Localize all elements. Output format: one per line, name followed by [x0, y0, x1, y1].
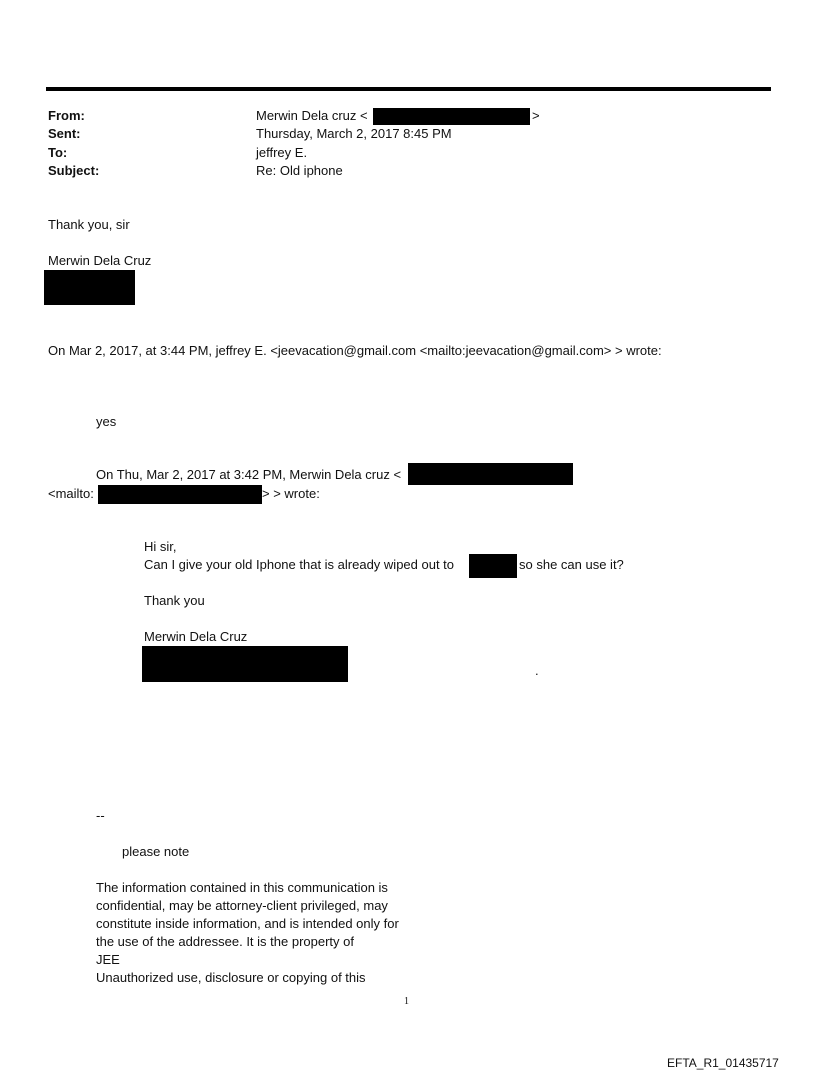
to-label: To:: [48, 145, 68, 160]
sent-label: Sent:: [48, 126, 81, 141]
quote1-attribution: On Mar 2, 2017, at 3:44 PM, jeffrey E. <jeevacation@gmail.com <mailto:jeevacation@gmail.com> > wrote:: [48, 343, 662, 358]
header-rule: [46, 87, 771, 91]
from-value: Merwin Dela cruz <: [256, 108, 368, 123]
quote2-greeting: Hi sir,: [144, 539, 177, 554]
quote2-mailto-prefix: <mailto:: [48, 486, 94, 501]
quote2-question-end: so she can use it?: [519, 557, 624, 572]
redaction-signature-block: [44, 270, 135, 305]
stray-period: .: [535, 663, 539, 678]
reply-signature: Merwin Dela Cruz: [48, 253, 152, 268]
to-value: jeffrey E.: [256, 145, 308, 160]
disclaimer-line: the use of the addressee. It is the property of: [96, 934, 354, 949]
page-number: 1: [404, 996, 409, 1007]
redaction-quote2-mailto: [98, 485, 262, 504]
disclaimer-line: constitute inside information, and is intended only for: [96, 916, 399, 931]
subject-label: Subject:: [48, 163, 100, 178]
quote1-body: yes: [96, 414, 117, 429]
from-close-bracket: >: [532, 108, 540, 123]
disclaimer-line: JEE: [96, 952, 120, 967]
quote2-signature: Merwin Dela Cruz: [144, 629, 248, 644]
redaction-recipient-name: [469, 554, 517, 578]
sent-value: Thursday, March 2, 2017 8:45 PM: [256, 126, 452, 141]
subject-value: Re: Old iphone: [256, 163, 343, 178]
quote2-question-start: Can I give your old Iphone that is already wiped out to: [144, 557, 455, 572]
reply-body: Thank you, sir: [48, 217, 130, 232]
bates-number: EFTA_R1_01435717: [667, 1056, 779, 1070]
redaction-quote2-email: [408, 463, 573, 485]
quote2-attribution: On Thu, Mar 2, 2017 at 3:42 PM, Merwin Dela cruz <: [96, 467, 402, 482]
quote2-thanks: Thank you: [144, 593, 205, 608]
disclaimer-line: Unauthorized use, disclosure or copying of this: [96, 970, 366, 985]
redaction-from-email: [373, 108, 530, 125]
signature-separator: --: [96, 808, 105, 823]
redaction-quote2-signature-block: [142, 646, 348, 682]
from-label: From:: [48, 108, 85, 123]
disclaimer-line: confidential, may be attorney-client privileged, may: [96, 898, 388, 913]
quote2-mailto-suffix: > > wrote:: [262, 486, 320, 501]
disclaimer-line: The information contained in this communication is: [96, 880, 388, 895]
please-note: please note: [122, 844, 190, 859]
